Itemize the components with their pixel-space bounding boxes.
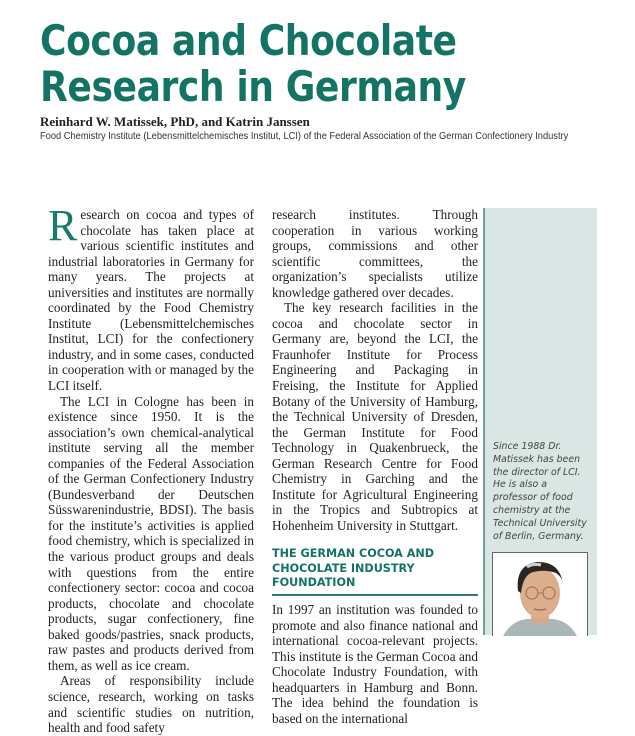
paragraph: research institutes. Through cooperation in various working groups, commissions and other scientific committees, the organization’s specialists utilize knowledge gathered over decades. xyxy=(272,207,478,300)
paragraph: The key research facilities in the cocoa and chocolate sector in Germany are, beyond the LCI, the Fraunhofer Institute for Process Engineering and Packaging in Freising, the Institute for Applied Botany of the University of Hamburg, the Technical University of Dresden, the German Institute for Food Technology in Quakenbrueck, the German Research Centre for Food Chemistry in Garching and the Institute for Agricultural Engineering in the Tropics and Subtropics at Hohenheim University in Stuttgart. xyxy=(272,300,478,533)
paragraph: Areas of responsibility include science, research, working on tasks and scientific studies on nutrition, health and food safety xyxy=(48,673,254,736)
author-photo xyxy=(492,552,588,636)
title-line-1: Cocoa and Chocolate xyxy=(40,16,457,65)
drop-cap: R xyxy=(48,201,78,250)
authors: Reinhard W. Matissek, PhD, and Katrin Janssen xyxy=(40,114,310,129)
portrait-image xyxy=(493,553,587,636)
author-sidebar xyxy=(483,208,597,635)
affiliation: Food Chemistry Institute (Lebensmittelchemisches Institut, LCI) of the Federal Association of the German Confectionery Industry xyxy=(40,131,569,142)
body-column-2 xyxy=(272,207,478,726)
body-column-1 xyxy=(48,201,254,736)
paragraph: In 1997 an institution was founded to promote and also finance national and international cocoa-relevant projects. This institute is the German Cocoa and Chocolate Industry Foundation, with headquarters in Hamburg and Bonn. The idea behind the foundation is based on the international xyxy=(272,601,478,726)
paragraph: The LCI in Cologne has been in existence since 1950. It is the association’s own chemical-analytical institute serving all the member companies of the Federal Association of the German Confectionery Industry (Bundesverband der Deutschen Süsswarenindustrie, BDSI). The basis for the institute’s activities is applied food chemistry, which is specialized in the various product groups and deals with questions from the entire confectionery sector: cocoa and cocoa products, chocolate and chocolate products, sugar confectionery, fine baked goods/pastries, snack products, raw pastes and products derived from them, as well as ice cream. xyxy=(48,393,254,673)
title-line-2: Research in Germany xyxy=(40,62,466,111)
author-bio-caption: Since 1988 Dr. Matissek has been the director of LCI. He is also a professor of food chemistry at the Technical University of Berlin, Germany. xyxy=(493,441,587,542)
article-title xyxy=(40,18,466,110)
section-heading: THE GERMAN COCOA AND CHOCOLATE INDUSTRY FOUNDATION xyxy=(272,547,478,596)
paragraph: Research on cocoa and types of chocolate has taken place at various scientific institutes and industrial laboratories in Germany for many years. The projects at universities and institutes are normally coordinated by the Food Chemistry Institute (Lebensmittelchemisches Institut, LCI) for the confectionery industry, and in some cases, conducted in cooperation with or managed by the LCI itself. xyxy=(48,201,254,394)
